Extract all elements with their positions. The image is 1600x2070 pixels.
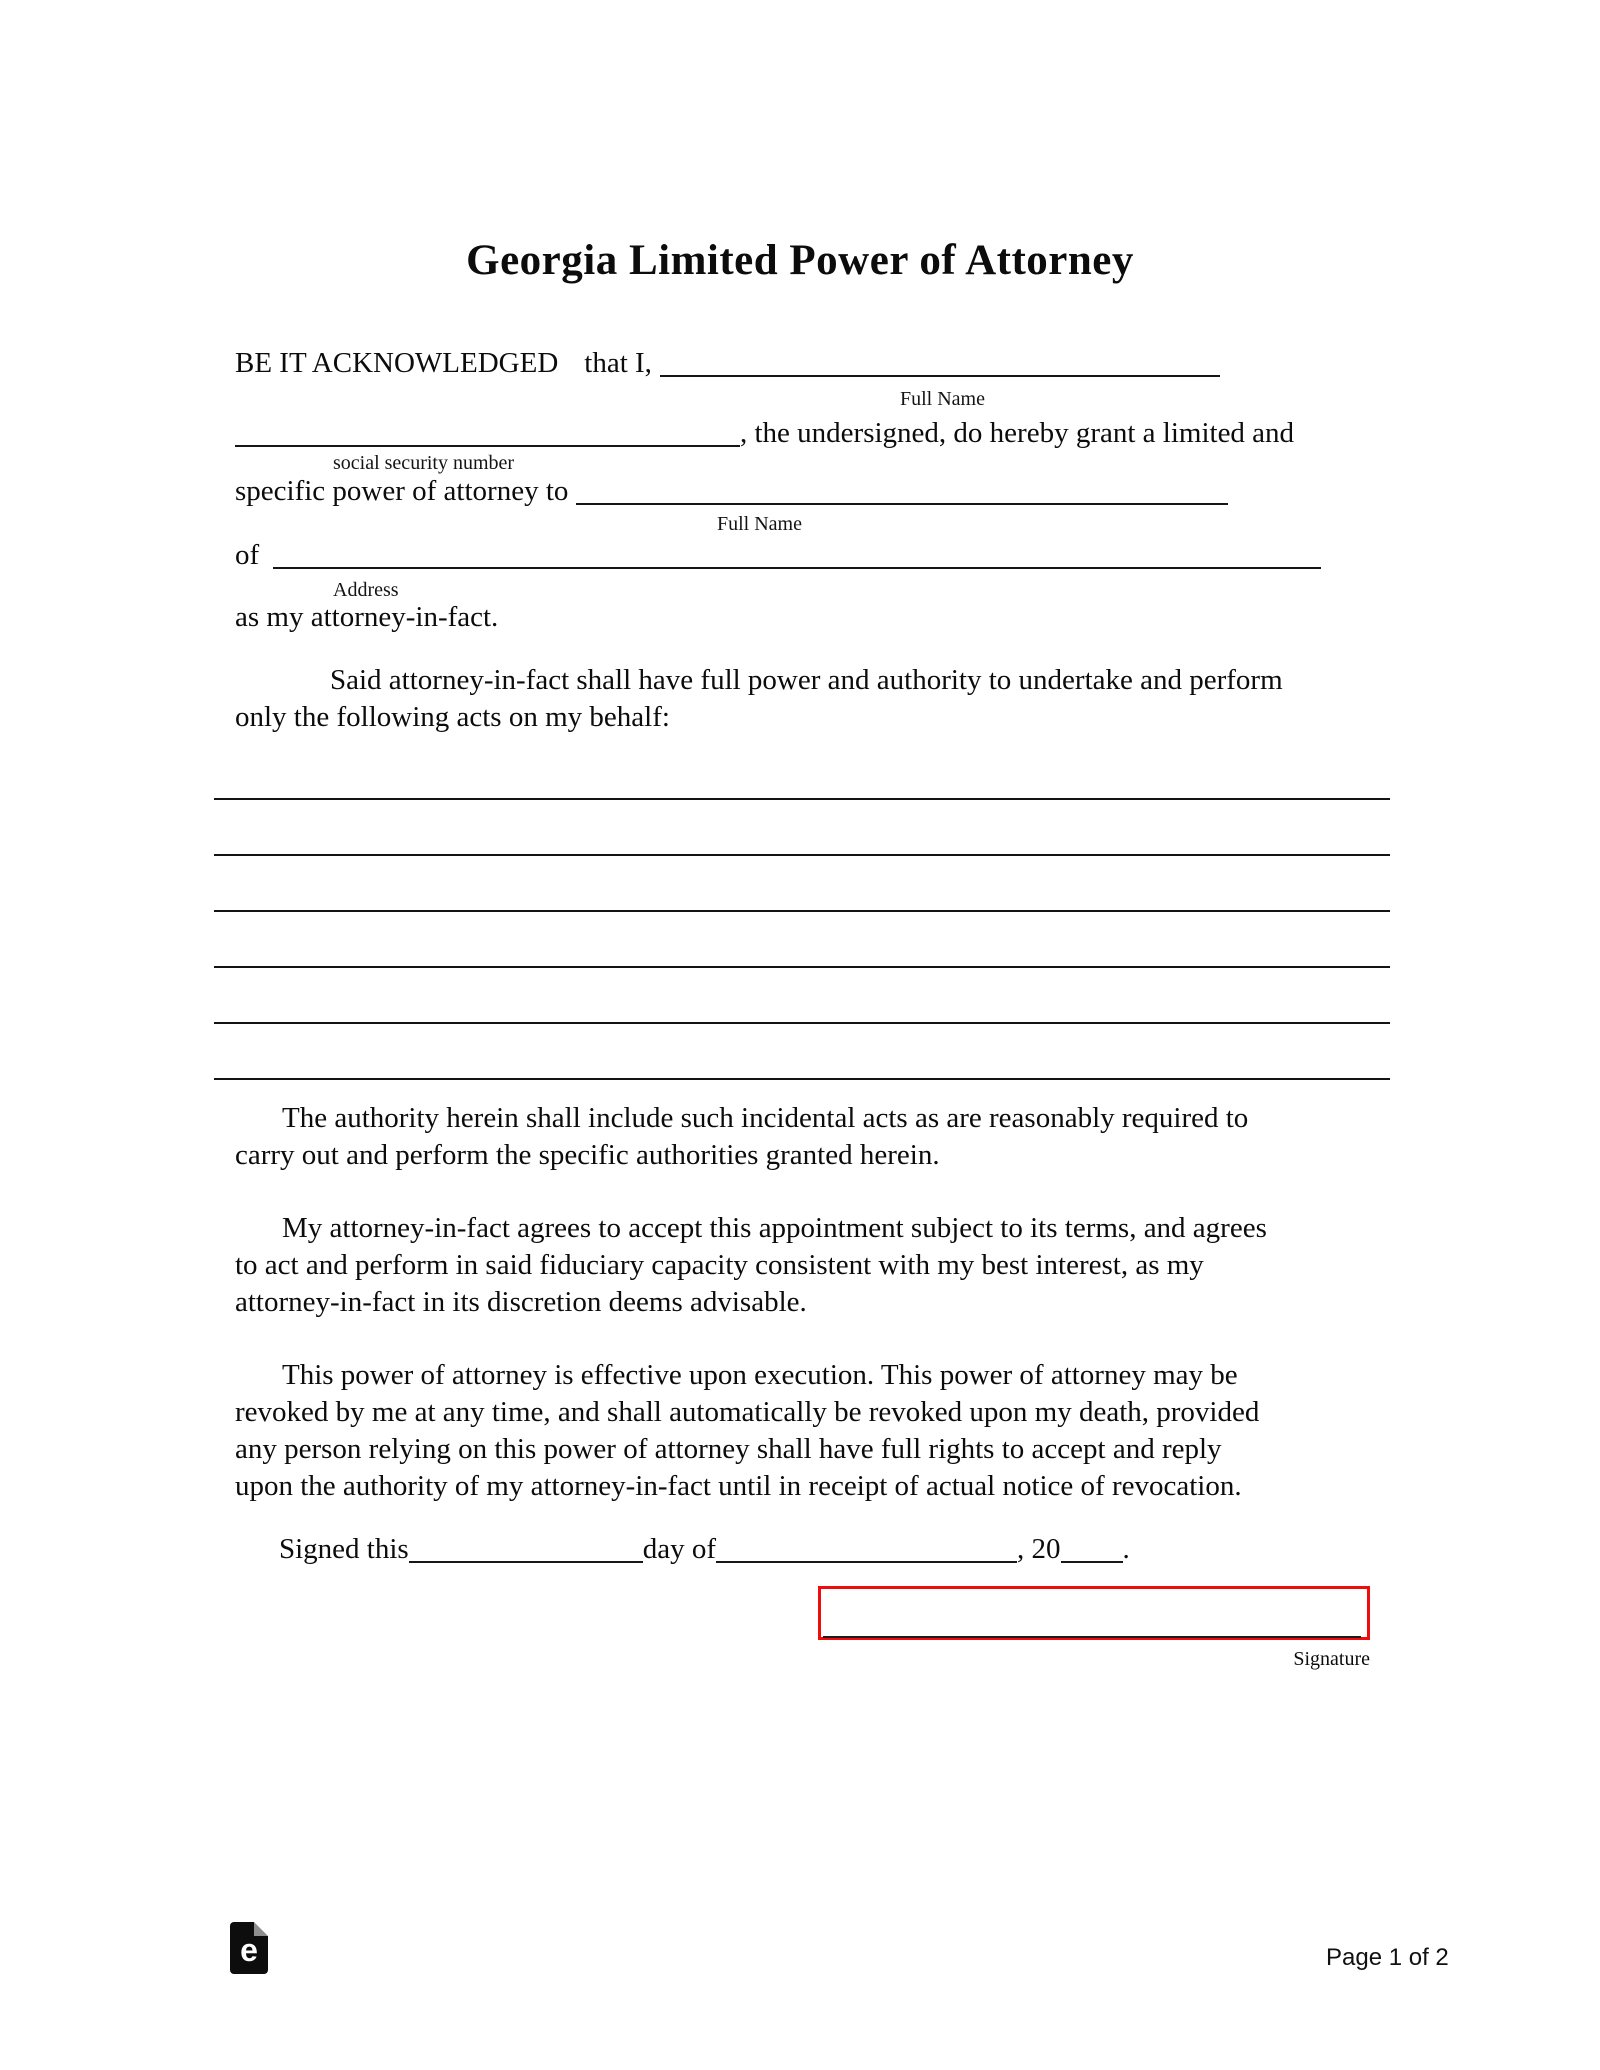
acknowledged-row [235, 346, 1475, 380]
paragraph-revocation [235, 1357, 1485, 1505]
undersigned-row [235, 416, 1475, 450]
signed-year-blank[interactable] [1061, 1561, 1123, 1563]
undersigned-text: , the undersigned, do hereby grant a limited and [740, 417, 1295, 449]
paragraph-line: The authority herein shall include such incidental acts as are reasonably required to [282, 1102, 1249, 1134]
paragraph-line: to act and perform in said fiduciary capacity consistent with my best interest, as my [235, 1249, 1204, 1281]
signature-field-box[interactable] [818, 1586, 1370, 1640]
acts-line-6[interactable] [214, 1024, 1390, 1080]
acts-line-3[interactable] [214, 856, 1390, 912]
principal-full-name-blank[interactable] [660, 375, 1220, 377]
acknowledged-text: BE IT ACKNOWLEDGED [235, 347, 559, 379]
signed-month-blank[interactable] [716, 1561, 1017, 1563]
acts-line-5[interactable] [214, 968, 1390, 1024]
signed-day-blank[interactable] [409, 1561, 643, 1563]
paragraph-powers [235, 662, 1485, 736]
page-number: Page 1 of 2 [1326, 1944, 1449, 1971]
ssn-blank[interactable] [235, 445, 740, 447]
acts-line-1[interactable] [214, 744, 1390, 800]
paragraph-line: My attorney-in-fact agrees to accept this appointment subject to its terms, and agrees [282, 1212, 1267, 1244]
signed-this-text: Signed this [279, 1533, 409, 1565]
attorney-full-name-blank[interactable] [576, 503, 1228, 505]
day-of-text: day of [642, 1533, 716, 1565]
full-name-label-2: Full Name [717, 513, 802, 535]
address-row [235, 538, 1475, 572]
specific-text: specific power of attorney to [235, 475, 569, 507]
paragraph-line: any person relying on this power of attorney shall have full rights to accept and reply [235, 1433, 1222, 1465]
paragraph-line: only the following acts on my behalf: [235, 701, 670, 733]
of-text: of [235, 539, 260, 571]
address-blank[interactable] [273, 567, 1321, 569]
page-title: Georgia Limited Power of Attorney [466, 237, 1134, 284]
signature-label: Signature [1293, 1648, 1370, 1670]
acts-line-4[interactable] [214, 912, 1390, 968]
signed-date-row [235, 1532, 1130, 1566]
attorney-fact-text: as my attorney-in-fact. [235, 601, 499, 633]
ssn-label: social security number [333, 452, 515, 474]
paragraph-line: This power of attorney is effective upon execution. This power of attorney may be [282, 1359, 1238, 1391]
acts-blank-lines [214, 744, 1390, 1080]
paragraph-line: Said attorney-in-fact shall have full power and authority to undertake and perform [330, 664, 1283, 696]
attorney-fact-row [235, 600, 1475, 634]
full-name-label-1: Full Name [900, 388, 985, 410]
address-label: Address [333, 579, 399, 601]
paragraph-line: carry out and perform the specific authorities granted herein. [235, 1139, 940, 1171]
signature-line [823, 1636, 1361, 1638]
paragraph-authority [235, 1100, 1485, 1174]
paragraph-agreement [235, 1210, 1485, 1321]
comma-20-text: , 20 [1017, 1533, 1061, 1565]
attorney-name-row [235, 474, 1475, 508]
eforms-logo-icon [230, 1922, 268, 1974]
logo-letter: e [240, 1932, 258, 1968]
that-i-text: that I, [584, 347, 652, 379]
paragraph-line: revoked by me at any time, and shall automatically be revoked upon my death, provided [235, 1396, 1260, 1428]
paragraph-line: upon the authority of my attorney-in-fact until in receipt of actual notice of revocation. [235, 1470, 1242, 1502]
paragraph-line: attorney-in-fact in its discretion deems advisable. [235, 1286, 807, 1318]
acts-line-2[interactable] [214, 800, 1390, 856]
period-text: . [1122, 1533, 1130, 1565]
